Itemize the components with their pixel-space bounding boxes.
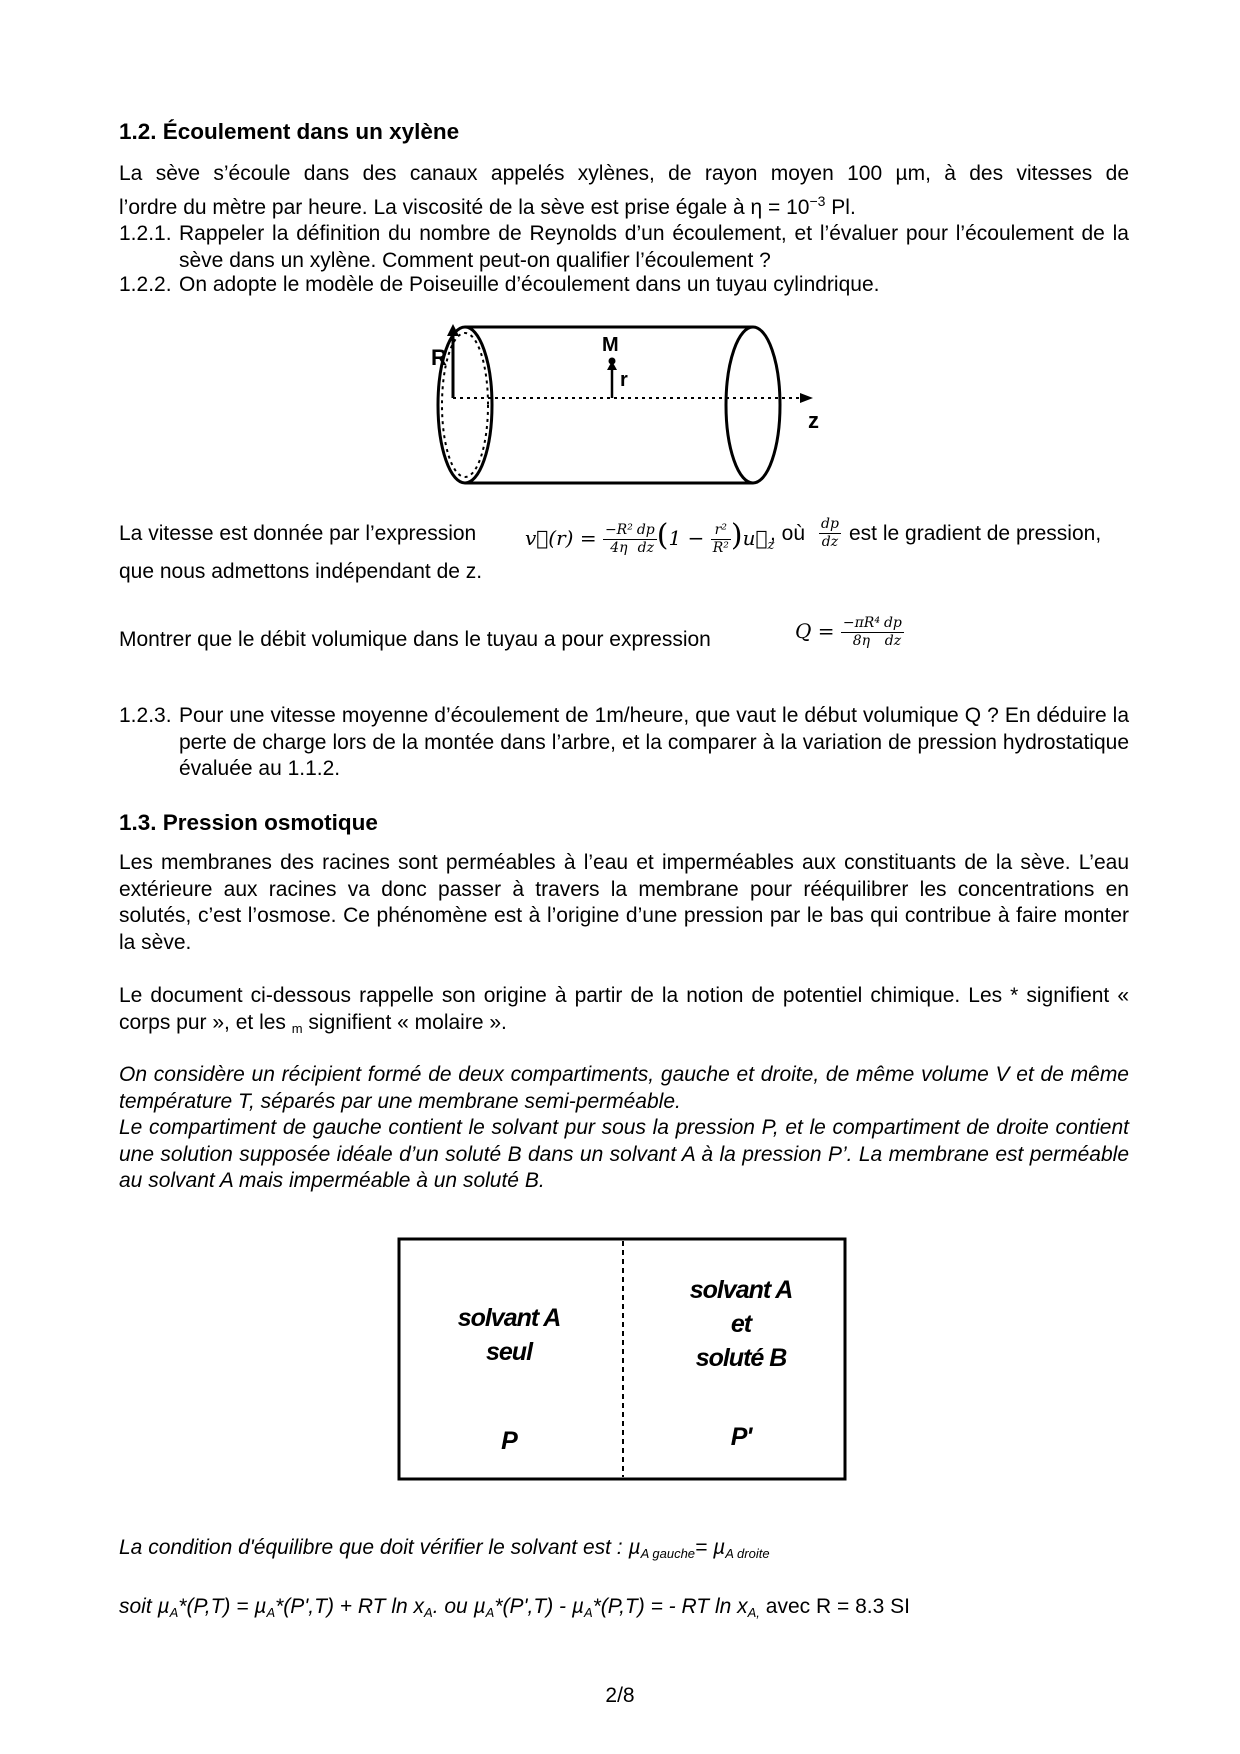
eq-1-sub-droite: A droite (725, 1546, 770, 1561)
question-number: 1.2.1. (119, 222, 172, 245)
eq-2-part-a: soit µ (119, 1595, 170, 1618)
section-1-3-para-1: Les membranes des racines sont perméables à l’eau et imperméables aux constituants de la sève. L’eau extérieure aux racines va donc passer à travers la membrane pour rééquilibrer les concentrations en solutés, c’est l’osmose. Ce phénomène est à l’origine d’une pression par le bas qui contribue à faire monter la sève. (119, 851, 1129, 954)
question-1-2-3 (119, 703, 1129, 783)
para-2-text: Le document ci-dessous rappelle son origine à partir de la notion de potentiel chimique. Les * signifient « corps pur », et les (119, 984, 1129, 1034)
pressure-gradient-symbol: $\frac{dp}{dz}$ (821, 516, 839, 550)
label-M: M (602, 334, 619, 356)
right-compartment-line-1: solvant A (689, 1276, 793, 1304)
velocity-text: La vitesse est donnée par l’expression (119, 522, 477, 545)
eq-2-part-d: . ou µ (432, 1595, 486, 1618)
compartment-diagram (397, 1237, 849, 1483)
question-text: Pour une vitesse moyenne d’écoulement de 1m/heure, que vaut le début volumique Q ? En déduire la perte de charge lors de la montée dans l’arbre, et la comparer à la variation de pression hydrostatique évaluée au 1.1.2. (179, 704, 1129, 780)
question-number: 1.2.2. (119, 273, 172, 296)
eq-2-sub-a5: A (583, 1605, 593, 1620)
right-compartment-line-2: et (730, 1310, 752, 1338)
question-text: Rappeler la définition du nombre de Reynolds d’un écoulement, et l’évaluer pour l’écoulement de la sève dans un xylène. Comment peut-on qualifier l’écoulement ? (179, 222, 1129, 272)
velocity-expression-line (119, 516, 1129, 556)
question-1-2-1 (119, 221, 1129, 275)
viscosity-exponent: −3 (809, 192, 826, 209)
viscosity-unit: Pl. (825, 195, 856, 219)
intro-line-2 (119, 188, 1129, 222)
section-1-3-title: 1.3. Pression osmotique (119, 810, 378, 835)
para-2-text-end: signifient « molaire ». (302, 1010, 507, 1034)
chemical-potential-equation (119, 1595, 910, 1620)
right-pressure-label: P' (730, 1423, 752, 1451)
left-ellipse-dashed (442, 333, 488, 477)
intro-line-1: La sève s’écoule dans des canaux appelés xylènes, de rayon moyen 100 µm, à des vitesses de (119, 162, 1129, 185)
eq-1-sub-gauche: A gauche (640, 1546, 696, 1561)
eq-2-part-b: *(P,T) = µ (178, 1595, 267, 1618)
italic-para-1: On considère un récipient formé de deux compartiments, gauche et droite, de même volume V et de même température T, séparés par une membrane semi-perméable. (119, 1063, 1129, 1113)
eq-2-sub-a1: A (169, 1605, 179, 1620)
left-compartment-line-2: seul (485, 1338, 533, 1366)
question-number: 1.2.3. (119, 704, 172, 727)
label-r: r (620, 369, 628, 391)
right-ellipse (726, 327, 780, 483)
poiseuille-cylinder-figure (420, 320, 840, 490)
flow-rate-text: Montrer que le débit volumique dans le tuyau a pour expression (119, 628, 711, 651)
left-compartment-line-1: solvant A (457, 1304, 561, 1332)
eq-2-sub-a2: A (266, 1605, 276, 1620)
section-1-3-para-2 (119, 983, 1129, 1042)
equilibrium-condition (119, 1536, 770, 1561)
left-pressure-label: P (501, 1427, 517, 1455)
eq-2-part-f: *(P,T) = - RT ln x (592, 1595, 748, 1618)
page-number: 2/8 (605, 1684, 635, 1707)
eq-2-part-e: *(P',T) - µ (494, 1595, 584, 1618)
velocity-line-2: que nous admettons indépendant de z. (119, 560, 483, 583)
point-M (609, 358, 616, 365)
velocity-gradient-text: est le gradient de pression, (849, 522, 1102, 545)
section-1-2-intro (119, 161, 1129, 221)
z-axis-arrowhead (800, 393, 813, 403)
eq-1-text: La condition d'équilibre que doit vérifier le solvant est : µ (119, 1536, 641, 1559)
para-2-subscript: m (291, 1020, 303, 1036)
label-z: z (808, 408, 819, 433)
label-R: R (431, 345, 447, 370)
velocity-ou: , où (770, 522, 806, 545)
eq-2-sub-a3: A (424, 1605, 433, 1620)
italic-para-2: Le compartiment de gauche contient le solvant pur sous la pression P, et le compartiment de droite contient une solution supposée idéale d’un soluté B dans un solvant A à la pression P’. La membrane est perméable au solvant A mais imperméable à un soluté B. (119, 1116, 1129, 1192)
question-text: On adopte le modèle de Poiseuille d’écoulement dans un tuyau cylindrique. (179, 273, 880, 296)
eq-2-sub-a6: A, (747, 1605, 760, 1620)
flow-rate-formula: Q = $\frac{\text{−πR⁴}}{8\eta}$ $\frac{dp}{dz}$ (795, 615, 902, 649)
eq-2-part-c: *(P',T) + RT ln x (275, 1595, 425, 1618)
right-compartment-line-3: soluté B (695, 1344, 787, 1372)
eq-2-sub-a4: A (485, 1605, 495, 1620)
eq-2-part-g: avec R = 8.3 SI (759, 1595, 910, 1618)
velocity-formula: v⃗(r) = $\frac{\text{−R²}}{4\eta}$ $\frac{dp}{dz}$ (1 − $\frac{\text{r²}}{\text{R²}}$ )$u⃗_z$ (525, 518, 775, 556)
section-1-2-title: 1.2. Écoulement dans un xylène (119, 119, 460, 144)
intro-line-2-text: l’ordre du mètre par heure. La viscosité de la sève est prise égale à η = 10 (119, 195, 810, 219)
eq-1-equals: = µ (695, 1536, 726, 1559)
